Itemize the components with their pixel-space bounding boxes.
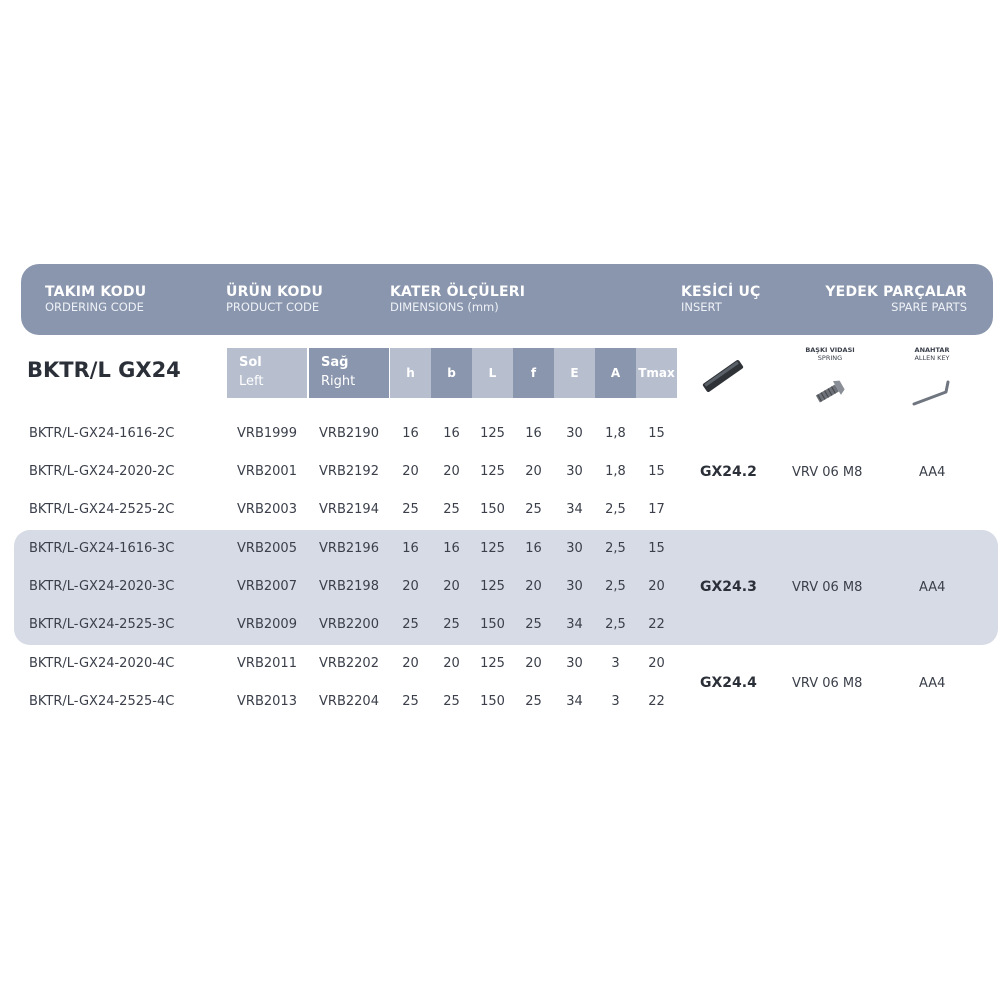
left-product-code-cell: VRB2003 (237, 502, 297, 517)
spare-parts-subtitle: SPARE PARTS (891, 300, 967, 314)
dim-tmax-cell: 15 (648, 426, 665, 441)
dim-L-header: L (472, 348, 513, 398)
dim-f-cell: 25 (525, 502, 542, 517)
dim-E-cell: 34 (566, 502, 583, 517)
dim-b-cell: 20 (443, 464, 460, 479)
dim-b-cell: 16 (443, 426, 460, 441)
right-product-code-cell: VRB2200 (319, 617, 379, 632)
dim-tmax-cell: 20 (648, 579, 665, 594)
insert-subtitle: INSERT (681, 300, 722, 314)
ordering-code-cell: BKTR/L-GX24-1616-3C (29, 541, 175, 556)
product-code-subtitle: PRODUCT CODE (226, 300, 320, 314)
dim-A-cell: 1,8 (605, 426, 626, 441)
dim-L-cell: 150 (480, 617, 505, 632)
dim-h-cell: 25 (402, 694, 419, 709)
dim-E-cell: 30 (566, 464, 583, 479)
dim-f-header: f (513, 348, 554, 398)
dim-tmax-cell: 20 (648, 656, 665, 671)
dim-L-cell: 125 (480, 426, 505, 441)
dim-f-cell: 20 (525, 464, 542, 479)
ordering-code-cell: BKTR/L-GX24-2525-4C (29, 694, 175, 709)
right-product-code-cell: VRB2194 (319, 502, 379, 517)
left-hand-subheader (227, 348, 307, 398)
dim-A-cell: 3 (611, 694, 620, 709)
dim-h-cell: 20 (402, 656, 419, 671)
product-family-title: BKTR/L GX24 (27, 358, 181, 382)
left-product-code-cell: VRB2011 (237, 656, 297, 671)
ordering-code-subtitle: ORDERING CODE (45, 300, 144, 314)
right-product-code-cell: VRB2190 (319, 426, 379, 441)
dim-b-cell: 25 (443, 617, 460, 632)
dim-f-cell: 16 (525, 541, 542, 556)
table-row (0, 426, 1000, 446)
dim-E-cell: 34 (566, 617, 583, 632)
dim-A-cell: 2,5 (605, 541, 626, 556)
spring-code-group-2: VRV 06 M8 (792, 465, 863, 480)
dim-A-cell: 2,5 (605, 579, 626, 594)
dim-L-cell: 125 (480, 541, 505, 556)
dim-tmax-header: Tmax (636, 348, 677, 398)
allen-key-icon (910, 376, 955, 410)
dim-L-cell: 125 (480, 464, 505, 479)
spare-parts-header (825, 284, 967, 314)
dim-E-cell: 30 (566, 426, 583, 441)
key-code-group-3: AA4 (919, 580, 946, 595)
right-product-code-cell: VRB2196 (319, 541, 379, 556)
spring-label-tr: BAŞKI VIDASI (805, 346, 855, 354)
spring-code-group-4: VRV 06 M8 (792, 676, 863, 691)
dim-b-header: b (431, 348, 472, 398)
insert-title: KESİCİ UÇ (681, 284, 761, 300)
key-code-group-4: AA4 (919, 676, 946, 691)
dim-b-cell: 16 (443, 541, 460, 556)
ordering-code-header (45, 284, 146, 314)
dim-f-cell: 25 (525, 694, 542, 709)
ordering-code-cell: BKTR/L-GX24-2525-3C (29, 617, 175, 632)
left-product-code-cell: VRB2009 (237, 617, 297, 632)
dim-h-cell: 25 (402, 502, 419, 517)
dim-A-cell: 3 (611, 656, 620, 671)
left-product-code-cell: VRB2007 (237, 579, 297, 594)
dim-h-cell: 20 (402, 464, 419, 479)
dim-b-cell: 20 (443, 579, 460, 594)
dim-L-cell: 150 (480, 502, 505, 517)
dim-f-cell: 16 (525, 426, 542, 441)
dim-tmax-cell: 22 (648, 694, 665, 709)
ordering-code-cell: BKTR/L-GX24-2020-3C (29, 579, 175, 594)
right-label: Right (321, 374, 356, 389)
left-product-code-cell: VRB2001 (237, 464, 297, 479)
dim-A-cell: 2,5 (605, 617, 626, 632)
spring-label-en: SPRING (817, 354, 843, 362)
dim-f-cell: 20 (525, 579, 542, 594)
dim-b-cell: 25 (443, 694, 460, 709)
sag-label: Sağ (321, 355, 349, 370)
dimensions-header (390, 284, 525, 314)
table-header-bar (21, 264, 993, 335)
insert-icon (698, 356, 748, 396)
dim-h-cell: 20 (402, 579, 419, 594)
key-code-group-2: AA4 (919, 465, 946, 480)
table-row (0, 656, 1000, 676)
dim-L-cell: 125 (480, 656, 505, 671)
table-row (0, 541, 1000, 561)
insert-code-group-2: GX24.2 (700, 464, 757, 480)
dim-A-cell: 1,8 (605, 464, 626, 479)
ordering-code-cell: BKTR/L-GX24-2020-4C (29, 656, 175, 671)
left-product-code-cell: VRB1999 (237, 426, 297, 441)
allen-key-label-tr: ANAHTAR (914, 346, 950, 354)
insert-code-group-4: GX24.4 (700, 675, 757, 691)
dim-b-cell: 25 (443, 502, 460, 517)
right-product-code-cell: VRB2202 (319, 656, 379, 671)
insert-code-group-3: GX24.3 (700, 579, 757, 595)
spring-code-group-3: VRV 06 M8 (792, 580, 863, 595)
allen-key-label (897, 346, 967, 362)
allen-key-label-en: ALLEN KEY (914, 354, 950, 362)
dim-h-cell: 16 (402, 426, 419, 441)
right-product-code-cell: VRB2192 (319, 464, 379, 479)
right-product-code-cell: VRB2204 (319, 694, 379, 709)
dim-E-header: E (554, 348, 595, 398)
dim-tmax-cell: 15 (648, 541, 665, 556)
right-product-code-cell: VRB2198 (319, 579, 379, 594)
spare-parts-title: YEDEK PARÇALAR (825, 284, 967, 300)
dim-tmax-cell: 15 (648, 464, 665, 479)
dim-L-cell: 150 (480, 694, 505, 709)
left-product-code-cell: VRB2005 (237, 541, 297, 556)
left-product-code-cell: VRB2013 (237, 694, 297, 709)
dim-A-header: A (595, 348, 636, 398)
product-code-title: ÜRÜN KODU (226, 284, 324, 300)
ordering-code-title: TAKIM KODU (45, 284, 147, 300)
ordering-code-cell: BKTR/L-GX24-1616-2C (29, 426, 175, 441)
dim-L-cell: 125 (480, 579, 505, 594)
right-hand-subheader (309, 348, 389, 398)
dim-E-cell: 30 (566, 579, 583, 594)
table-row (0, 617, 1000, 637)
dim-E-cell: 34 (566, 694, 583, 709)
dim-h-cell: 25 (402, 617, 419, 632)
dim-b-cell: 20 (443, 656, 460, 671)
table-row (0, 694, 1000, 714)
screw-icon (812, 375, 848, 409)
dim-tmax-cell: 22 (648, 617, 665, 632)
dim-E-cell: 30 (566, 541, 583, 556)
sol-label: Sol (239, 355, 262, 370)
dim-E-cell: 30 (566, 656, 583, 671)
dim-f-cell: 25 (525, 617, 542, 632)
dim-h-cell: 16 (402, 541, 419, 556)
dim-f-cell: 20 (525, 656, 542, 671)
dimensions-title: KATER ÖLÇÜLERI (390, 284, 526, 300)
left-label: Left (239, 374, 264, 389)
product-code-header (226, 284, 323, 314)
dim-tmax-cell: 17 (648, 502, 665, 517)
dim-A-cell: 2,5 (605, 502, 626, 517)
insert-header (681, 284, 761, 314)
dimensions-subtitle: DIMENSIONS (mm) (390, 300, 499, 314)
table-row (0, 502, 1000, 522)
ordering-code-cell: BKTR/L-GX24-2020-2C (29, 464, 175, 479)
spring-label (795, 346, 865, 362)
ordering-code-cell: BKTR/L-GX24-2525-2C (29, 502, 175, 517)
dim-h-header: h (390, 348, 431, 398)
